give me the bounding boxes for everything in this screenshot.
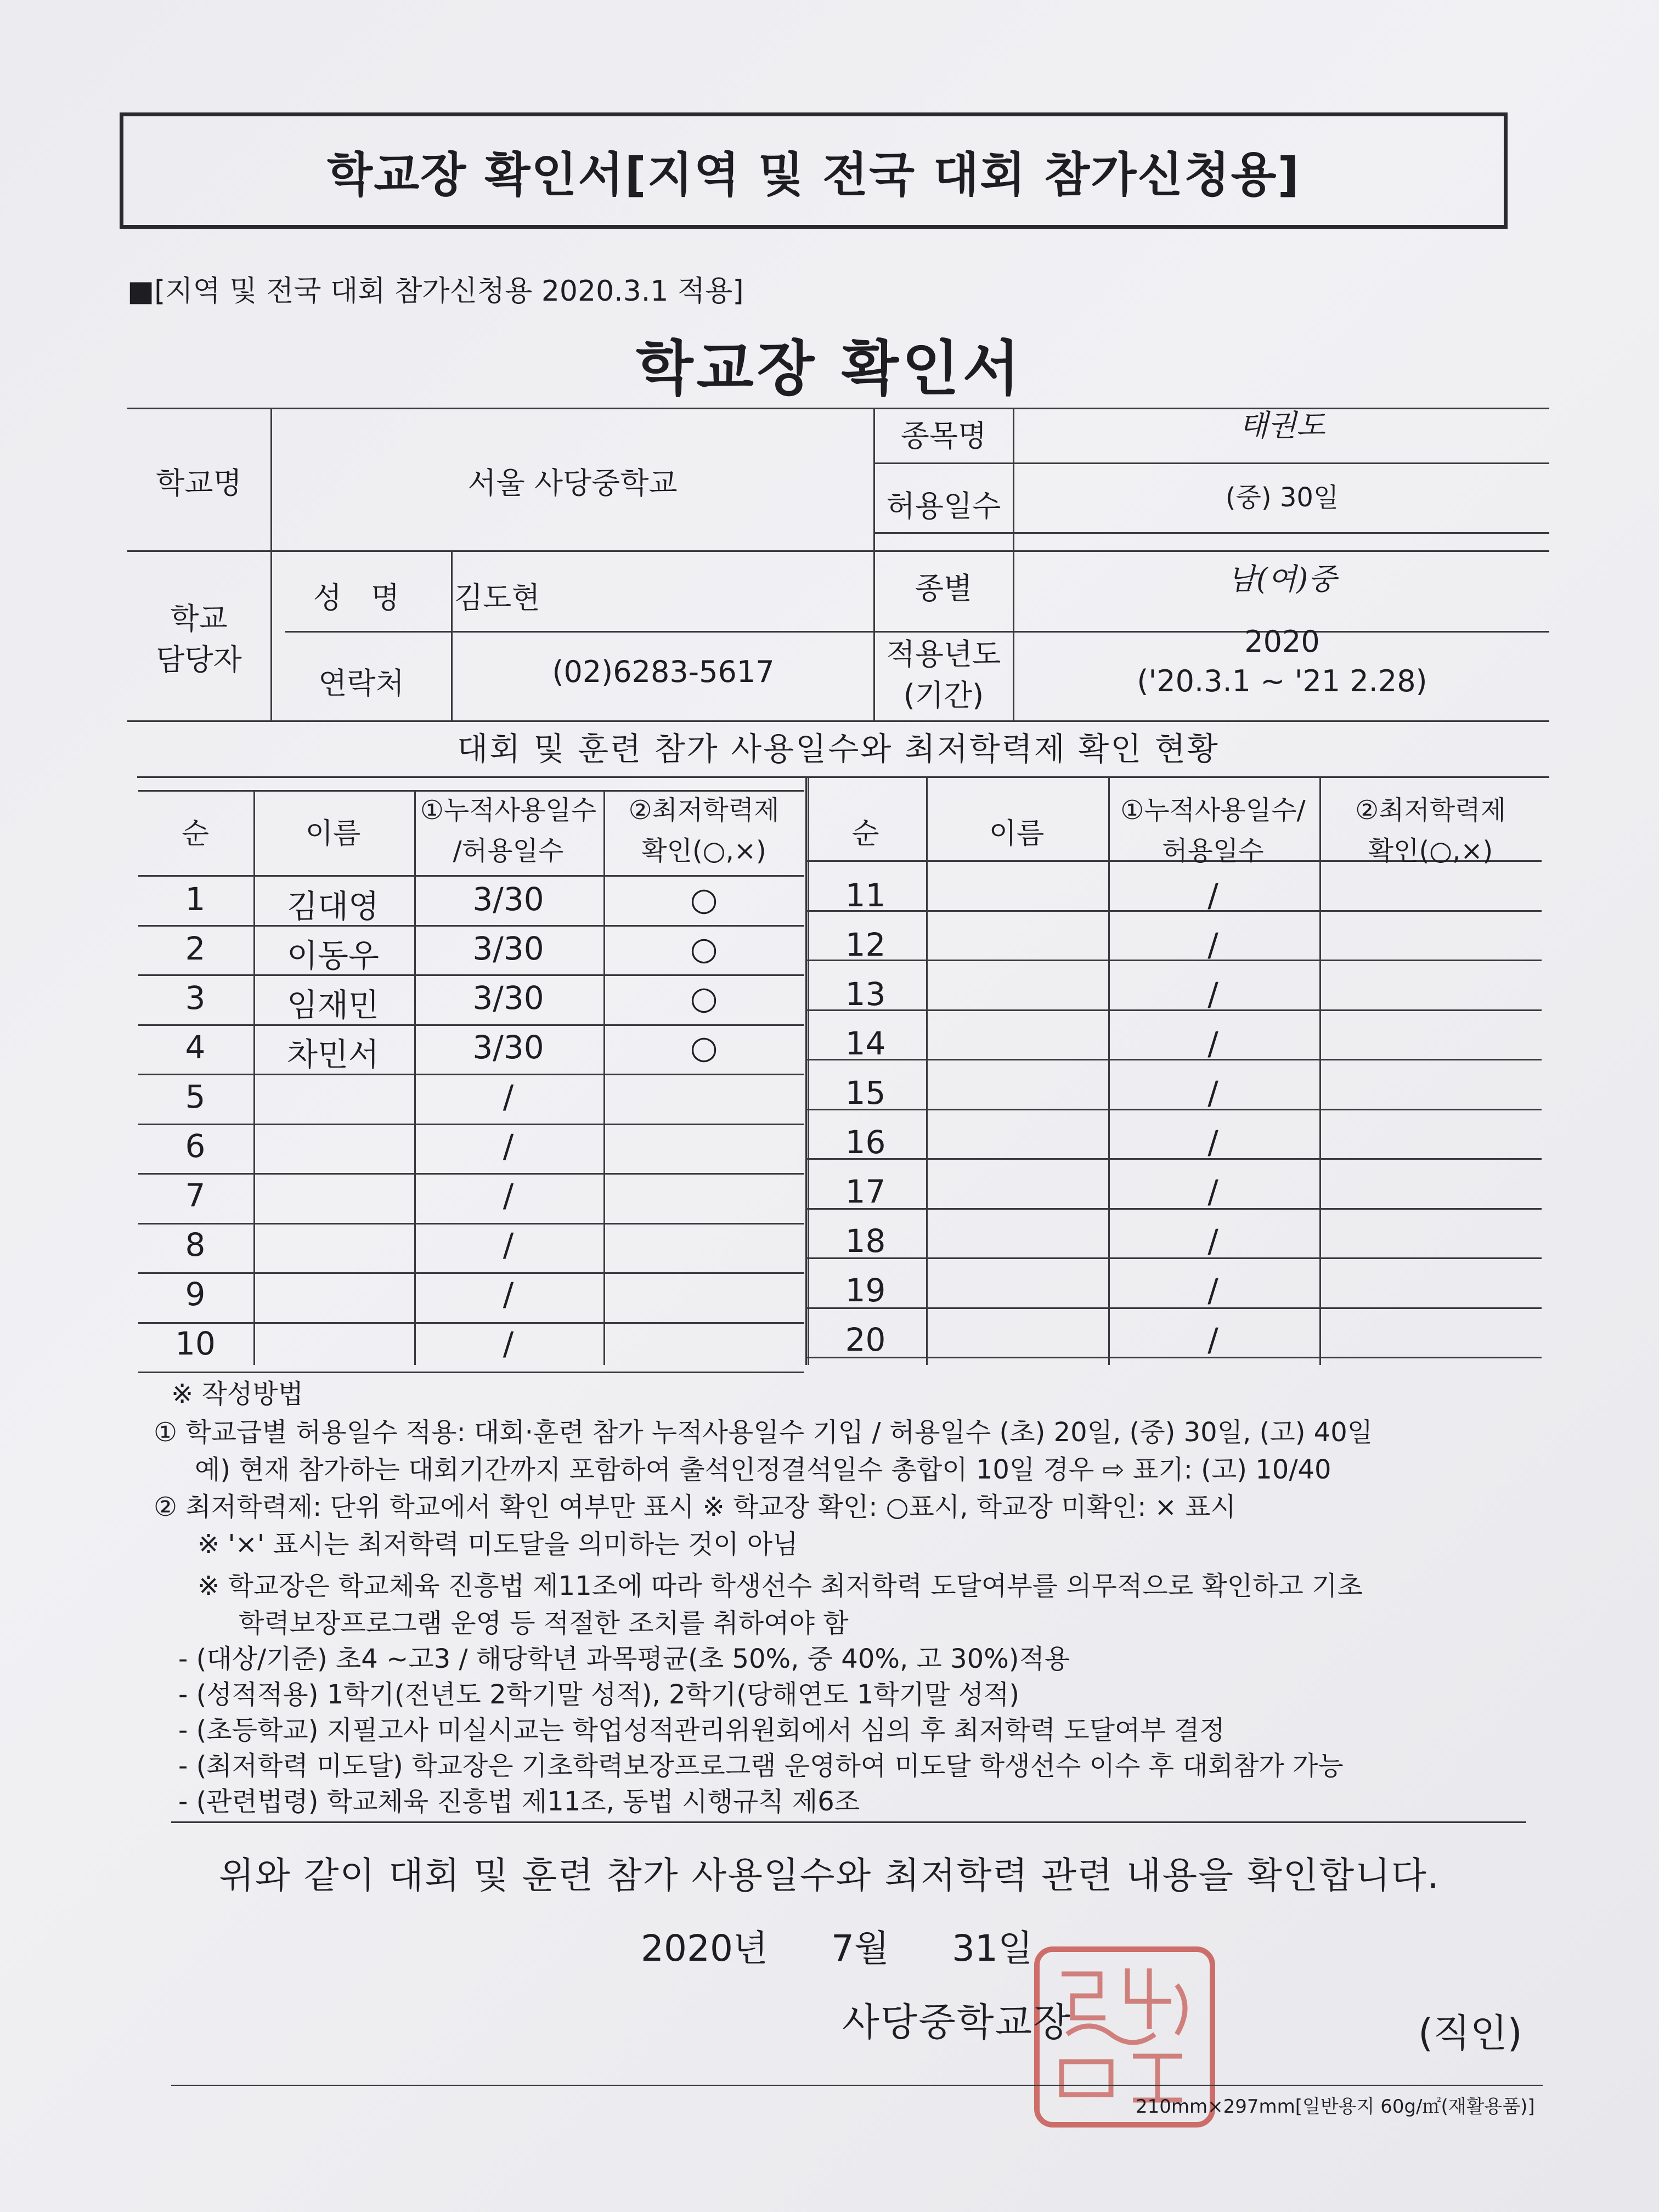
used-days: 3/30 xyxy=(472,881,544,918)
athlete-name: 임재민 xyxy=(286,986,380,1024)
row-number: 15 xyxy=(845,1074,886,1111)
period-value: ('20.3.1 ~ '21 2.28) xyxy=(1137,664,1427,698)
check-mark: ○ xyxy=(690,930,718,967)
used-days: 3/30 xyxy=(472,979,544,1017)
header-name: 이름 xyxy=(305,817,361,850)
row-number: 14 xyxy=(845,1025,886,1062)
note-allowed-days: ① 학교급별 허용일수 적용: 대회·훈련 참가 누적사용일수 기입 / 허용일수 (초) 20일, (중) 30일, (고) 40일 xyxy=(154,1417,1373,1448)
used-days: / xyxy=(1207,926,1218,963)
used-days: 3/30 xyxy=(472,930,544,967)
used-days: / xyxy=(1207,1272,1218,1309)
used-days: / xyxy=(503,1177,514,1214)
school-label: 학교명 xyxy=(156,466,242,500)
table-grid-line xyxy=(138,1024,804,1026)
row-number: 4 xyxy=(185,1029,206,1066)
row-number: 17 xyxy=(845,1173,886,1210)
used-days: 3/30 xyxy=(472,1029,544,1066)
check-mark: ○ xyxy=(690,1029,718,1066)
allowed-days-value: (중) 30일 xyxy=(1225,482,1339,513)
main-title: 학교장 확인서 xyxy=(636,335,1023,403)
used-days: / xyxy=(1207,1074,1218,1111)
row-number: 1 xyxy=(185,881,206,918)
table-grid-line xyxy=(138,1223,804,1224)
check-mark: ○ xyxy=(690,881,718,918)
row-number: 9 xyxy=(185,1276,206,1313)
row-number: 6 xyxy=(185,1127,206,1165)
phone-value: (02)6283-5617 xyxy=(552,654,775,689)
row-number: 12 xyxy=(845,926,886,963)
table-grid-line xyxy=(138,1124,804,1125)
used-days: / xyxy=(1207,877,1218,914)
table-grid-line xyxy=(138,1272,804,1274)
used-days: / xyxy=(1207,1124,1218,1161)
used-days: / xyxy=(1207,1321,1218,1358)
header-check-right: ②최저학력제 xyxy=(1355,795,1506,826)
athlete-name: 차민서 xyxy=(286,1036,380,1073)
used-days: / xyxy=(1207,1025,1218,1062)
info-rule xyxy=(873,550,1549,552)
header-days: ①누적사용일수 xyxy=(420,795,597,826)
info-rule xyxy=(873,532,1549,534)
school-value: 서울 사당중학교 xyxy=(467,466,678,500)
athlete-name: 이동우 xyxy=(286,937,380,974)
manager-name: 김도현 xyxy=(454,580,540,615)
document-title-box: 학교장 확인서[지역 및 전국 대회 참가신청용] xyxy=(120,112,1508,229)
year-value: 2020 xyxy=(1244,624,1320,659)
year-label-period: (기간) xyxy=(903,678,984,713)
date-day: 31일 xyxy=(952,1927,1033,1970)
table-grid-line xyxy=(138,875,804,877)
detail-target: - (대상/기준) 초4 ~고3 / 해당학년 과목평균(초 50%, 중 40%, 고 30%)적용 xyxy=(178,1644,1070,1674)
used-days: / xyxy=(503,1276,514,1313)
row-number: 20 xyxy=(845,1321,886,1358)
used-days: / xyxy=(503,1226,514,1263)
note-x-mark: ※ '×' 표시는 최저학력 미도달을 의미하는 것이 아님 xyxy=(198,1529,798,1560)
row-number: 19 xyxy=(845,1272,886,1309)
header-name-right: 이름 xyxy=(989,817,1045,850)
row-number: 18 xyxy=(845,1222,886,1260)
name-label: 성 명 xyxy=(313,580,410,615)
info-rule xyxy=(873,462,1549,464)
used-days: / xyxy=(1207,1173,1218,1210)
check-mark: ○ xyxy=(690,979,718,1017)
header-days-sub: /허용일수 xyxy=(453,836,564,866)
info-rule xyxy=(451,550,453,720)
header-check: ②최저학력제 xyxy=(628,795,780,826)
row-number: 5 xyxy=(185,1078,206,1115)
table-grid-line xyxy=(603,790,605,1365)
note-principal-duty-cont: 학력보장프로그램 운영 등 적절한 조치를 취하여야 함 xyxy=(239,1608,849,1639)
header-order: 순 xyxy=(181,817,210,850)
signer: 사당중학교장 xyxy=(842,2000,1071,2045)
info-bottom-rule xyxy=(127,720,1549,722)
year-label: 적용년도 xyxy=(886,637,1001,672)
row-number: 8 xyxy=(185,1226,206,1263)
detail-law: - (관련법령) 학교체육 진흥법 제11조, 동법 시행규칙 제6조 xyxy=(178,1786,860,1817)
note-min-academic: ② 최저학력제: 단위 학교에서 확인 여부만 표시 ※ 학교장 확인: ○표시, 학교장 미확인: × 표시 xyxy=(154,1492,1236,1522)
row-number: 7 xyxy=(185,1177,206,1214)
gender-value: 남(여)중 xyxy=(1227,562,1337,596)
row-number: 2 xyxy=(185,930,206,967)
header-days-right: ①누적사용일수/ xyxy=(1120,795,1306,826)
contact-group-label: 담당자 xyxy=(156,642,242,677)
phone-label: 연락처 xyxy=(318,666,404,701)
athlete-name: 김대영 xyxy=(286,888,380,925)
applied-note: ■[지역 및 전국 대회 참가신청용 2020.3.1 적용] xyxy=(127,275,744,308)
info-rule xyxy=(127,550,874,552)
contact-group-label: 학교 xyxy=(170,601,228,636)
sport-label: 종목명 xyxy=(900,419,987,453)
sport-value: 태권도 xyxy=(1239,408,1325,443)
table-grid-line xyxy=(138,925,804,927)
table-grid-line xyxy=(138,1322,804,1324)
gender-label: 종별 xyxy=(915,571,973,606)
detail-not-reached: - (최저학력 미도달) 학교장은 기초학력보장프로그램 운영하여 미도달 학생선수 이수 후 대회참가 가능 xyxy=(178,1751,1344,1781)
date-year: 2020년 xyxy=(641,1927,768,1970)
header-order-right: 순 xyxy=(851,817,879,850)
row-number: 13 xyxy=(845,975,886,1013)
notes-rule xyxy=(171,1821,1526,1823)
table-grid-line xyxy=(805,776,1549,778)
table-grid-line xyxy=(253,790,255,1365)
used-days: / xyxy=(503,1127,514,1165)
table-grid-line xyxy=(926,776,928,1365)
notes-heading: ※ 작성방법 xyxy=(171,1379,303,1409)
header-days-right-sub: 허용일수 xyxy=(1162,836,1264,866)
footer-rule xyxy=(171,2085,1543,2086)
info-rule xyxy=(1013,408,1014,720)
paper-spec: 210mm×297mm[일반용지 60g/㎡(재활용품)] xyxy=(1136,2096,1535,2118)
used-days: / xyxy=(503,1078,514,1115)
row-number: 10 xyxy=(175,1325,216,1362)
table-grid-line xyxy=(138,1173,804,1175)
header-check-sub: 확인(○,×) xyxy=(641,836,766,866)
confirm-statement: 위와 같이 대회 및 훈련 참가 사용일수와 최저학력 관련 내용을 확인합니다. xyxy=(219,1854,1440,1897)
header-check-right-sub: 확인(○,×) xyxy=(1368,836,1493,866)
row-number: 11 xyxy=(845,877,886,914)
seal-label: (직인) xyxy=(1418,2011,1522,2056)
note-allowed-days-example: 예) 현재 참가하는 대회기간까지 포함하여 출석인정결석일수 총합이 10일 경우 ⇨ 표기: (고) 10/40 xyxy=(195,1454,1331,1485)
detail-elementary: - (초등학교) 지필고사 미실시교는 학업성적관리위원회에서 심의 후 최저학력 도달여부 결정 xyxy=(178,1715,1225,1746)
detail-grades: - (성적적용) 1학기(전년도 2학기말 성적), 2학기(당해연도 1학기말 성적) xyxy=(178,1679,1020,1710)
section-title: 대회 및 훈련 참가 사용일수와 최저학력제 확인 현황 xyxy=(457,730,1220,768)
table-grid-line xyxy=(138,1074,804,1075)
used-days: / xyxy=(503,1325,514,1362)
table-grid-line xyxy=(138,974,804,976)
row-number: 3 xyxy=(185,979,206,1017)
used-days: / xyxy=(1207,975,1218,1013)
row-number: 16 xyxy=(845,1124,886,1161)
note-principal-duty: ※ 학교장은 학교체육 진흥법 제11조에 따라 학생선수 최저학력 도달여부를 의무적으로 확인하고 기초 xyxy=(198,1571,1363,1601)
date-month: 7월 xyxy=(831,1927,889,1970)
allowed-days-label: 허용일수 xyxy=(886,489,1001,523)
used-days: / xyxy=(1207,1222,1218,1260)
